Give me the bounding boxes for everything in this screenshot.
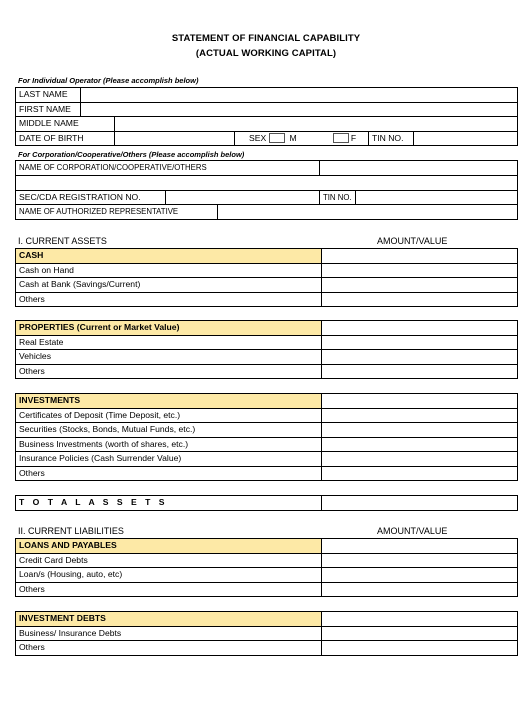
list-item: Business Investments (worth of shares, etc.) [16,437,322,452]
amount-field[interactable] [322,553,518,568]
loans-title: LOANS AND PAYABLES [16,539,322,554]
amount-field[interactable] [322,292,518,307]
amount-field[interactable] [322,466,518,481]
list-item: Others [16,641,322,656]
list-item: Securities (Stocks, Bonds, Mutual Funds, etc.) [16,423,322,438]
investments-table [15,393,518,481]
assets-heading: I. CURRENT ASSETS [18,236,107,246]
middle-name-field[interactable] [115,117,518,132]
list-item: Vehicles [16,350,322,365]
cash-title-amount [322,249,518,264]
list-item: Business/ Insurance Debts [16,626,322,641]
investments-title: INVESTMENTS [16,394,322,409]
tin-field[interactable] [414,131,518,146]
list-item: Real Estate [16,335,322,350]
middle-name-label: MIDDLE NAME [16,117,115,132]
dob-field[interactable] [115,131,235,146]
amount-field[interactable] [322,641,518,656]
sex-male-checkbox[interactable] [269,133,285,143]
list-item: Credit Card Debts [16,553,322,568]
first-name-field[interactable] [81,102,518,117]
amount-field[interactable] [322,335,518,350]
tin-label: TIN NO. [369,131,414,146]
amount-field[interactable] [322,626,518,641]
dob-label: DATE OF BIRTH [16,131,115,146]
form-subtitle: (ACTUAL WORKING CAPITAL) [195,48,337,59]
individual-note: For Individual Operator (Please accomplish below) [18,76,199,85]
amount-field[interactable] [322,350,518,365]
amount-field[interactable] [322,452,518,467]
corp-name-label: NAME OF CORPORATION/COOPERATIVE/OTHERS [16,161,320,176]
total-assets-field[interactable] [322,496,518,511]
first-name-label: FIRST NAME [16,102,81,117]
amount-field[interactable] [322,278,518,293]
sex-male-label: M [287,131,319,146]
properties-table [15,320,518,379]
amount-field[interactable] [322,568,518,583]
loans-table [15,538,518,597]
list-item: Cash at Bank (Savings/Current) [16,278,322,293]
amount-field[interactable] [322,408,518,423]
total-assets-table [15,495,518,511]
assets-amount-label: AMOUNT/VALUE [377,236,448,246]
properties-title: PROPERTIES (Current or Market Value) [16,321,322,336]
cash-title: CASH [16,249,322,264]
last-name-label: LAST NAME [16,88,81,103]
amount-field[interactable] [322,437,518,452]
amount-field[interactable] [322,263,518,278]
sec-field[interactable] [166,190,320,205]
investments-title-amount [322,394,518,409]
sec-label: SEC/CDA REGISTRATION NO. [16,190,166,205]
corporation-note: For Corporation/Cooperative/Others (Please accomplish below) [18,150,245,159]
list-item: Certificates of Deposit (Time Deposit, etc.) [16,408,322,423]
liabilities-heading: II. CURRENT LIABILITIES [18,526,124,536]
list-item: Others [16,582,322,597]
list-item: Loan/s (Housing, auto, etc) [16,568,322,583]
properties-title-amount [322,321,518,336]
sex-label: SEX [249,132,267,143]
list-item: Insurance Policies (Cash Surrender Value) [16,452,322,467]
rep-field[interactable] [218,205,518,220]
sex-female-checkbox[interactable] [333,133,349,143]
corp-name-field[interactable] [320,161,518,176]
corporation-table [15,160,518,220]
corp-tin-field[interactable] [356,190,518,205]
amount-field[interactable] [322,423,518,438]
investment-debts-table [15,611,518,656]
amount-field[interactable] [322,364,518,379]
list-item: Others [16,364,322,379]
investment-debts-title: INVESTMENT DEBTS [16,612,322,627]
list-item: Others [16,466,322,481]
total-assets-label: T O T A L A S S E T S [16,496,322,511]
last-name-field[interactable] [81,88,518,103]
individual-table [15,87,518,146]
cash-table [15,248,518,307]
form-title: STATEMENT OF FINANCIAL CAPABILITY [171,33,361,44]
list-item: Others [16,292,322,307]
corp-tin-label: TIN NO. [320,190,356,205]
loans-title-amount [322,539,518,554]
corp-name-field-extra[interactable] [16,175,518,190]
rep-label: NAME OF AUTHORIZED REPRESENTATIVE [16,205,218,220]
sex-female-label: F [350,132,357,143]
amount-field[interactable] [322,582,518,597]
liabilities-amount-label: AMOUNT/VALUE [377,526,448,536]
investment-debts-title-amount [322,612,518,627]
list-item: Cash on Hand [16,263,322,278]
